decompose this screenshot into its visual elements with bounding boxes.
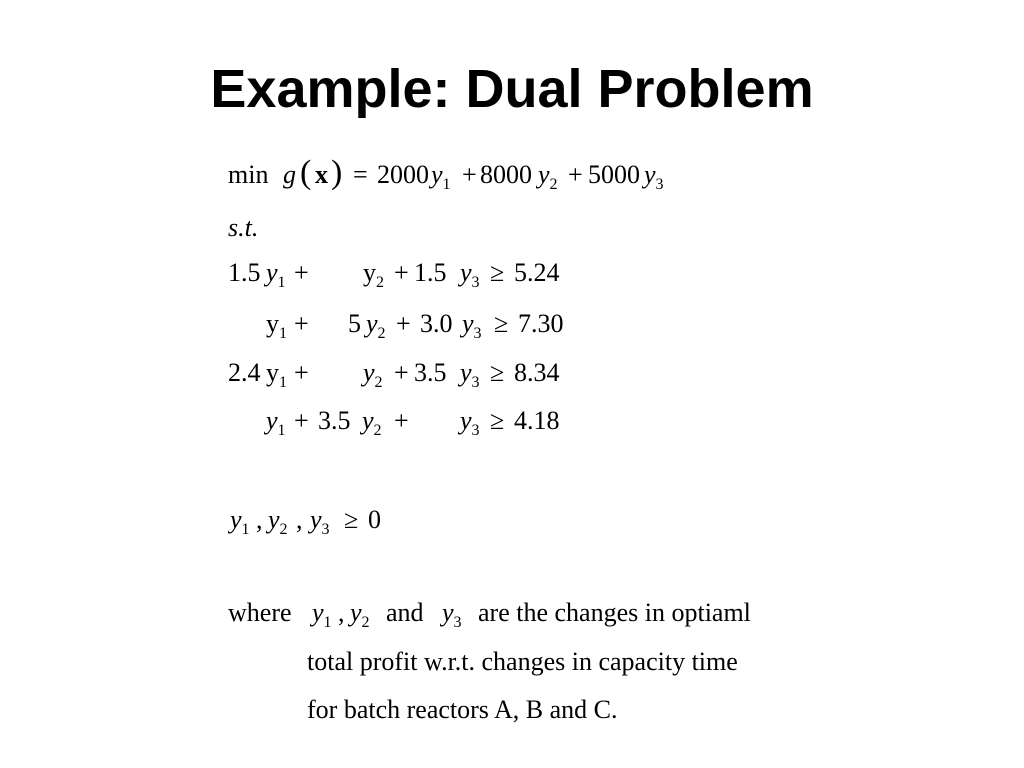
coef-b: 3.5: [318, 406, 351, 435]
var-y2: $y_2$: [363, 258, 384, 291]
coefficient-1: 2000: [377, 160, 429, 189]
variable-y3: $y_3$: [644, 160, 664, 193]
geq-sign: ≥: [344, 505, 359, 534]
comma: ,: [256, 505, 263, 534]
where-word: where: [228, 598, 292, 627]
var-y3: $y_3$: [460, 358, 480, 391]
note-line-2: total profit w.r.t. changes in capacity time: [307, 647, 738, 676]
slide-title: Example: Dual Problem: [210, 59, 814, 119]
plus-sign: +: [294, 258, 309, 287]
geq-sign: ≥: [494, 309, 509, 338]
plus-sign: +: [394, 358, 409, 387]
rhs: 4.18: [514, 406, 560, 435]
note-rest: are the changes in optiaml: [478, 598, 751, 627]
var-y3: $y_3$: [462, 309, 482, 342]
var-y1: $y_1$: [230, 505, 250, 538]
comma: ,: [296, 505, 303, 534]
var-y2: $y_2$: [268, 505, 288, 538]
coef-b: 5: [348, 309, 361, 338]
coef-c: 1.5: [414, 258, 447, 287]
subject-to-label: s.t.: [228, 213, 259, 242]
var-y2: $y_2$: [362, 406, 382, 439]
var-y3: $y_3$: [442, 598, 462, 631]
close-paren: ): [331, 154, 343, 191]
plus-sign: +: [294, 406, 309, 435]
var-y1: $y_1$: [266, 358, 287, 391]
var-y3: $y_3$: [310, 505, 330, 538]
coef-c: 3.5: [414, 358, 447, 387]
and-word: and: [386, 598, 424, 627]
function-name: g: [283, 160, 296, 189]
rhs: 7.30: [518, 309, 564, 338]
coefficient-2: 8000: [480, 160, 532, 189]
function-argument: x: [315, 160, 328, 189]
var-y1: $y_1$: [266, 258, 286, 291]
plus-sign: +: [294, 309, 309, 338]
var-y2: $y_2$: [366, 309, 386, 342]
rhs: 8.34: [514, 358, 560, 387]
coef-a: 2.4: [228, 358, 261, 387]
plus-sign: +: [568, 160, 583, 189]
plus-sign: +: [294, 358, 309, 387]
var-y2: $y_2$: [350, 598, 370, 631]
note-line-3: for batch reactors A, B and C.: [307, 695, 618, 724]
geq-sign: ≥: [490, 258, 505, 287]
var-y1: $y_1$: [266, 309, 287, 342]
equals-sign: =: [353, 160, 368, 189]
var-y3: $y_3$: [460, 406, 480, 439]
coef-a: 1.5: [228, 258, 261, 287]
var-y3: $y_3$: [460, 258, 480, 291]
plus-sign: +: [396, 309, 411, 338]
coefficient-3: 5000: [588, 160, 640, 189]
comma: ,: [338, 598, 345, 627]
rhs: 5.24: [514, 258, 560, 287]
var-y2: $y_2$: [363, 358, 383, 391]
var-y1: $y_1$: [312, 598, 332, 631]
plus-sign: +: [394, 258, 409, 287]
variable-y2: $y_2$: [538, 160, 558, 193]
variable-y1: $y_1$: [431, 160, 451, 193]
var-y1: $y_1$: [266, 406, 286, 439]
geq-sign: ≥: [490, 406, 505, 435]
rhs: 0: [368, 505, 381, 534]
min-operator: min: [228, 160, 269, 189]
geq-sign: ≥: [490, 358, 505, 387]
coef-c: 3.0: [420, 309, 453, 338]
plus-sign: +: [462, 160, 477, 189]
open-paren: (: [300, 154, 312, 191]
plus-sign: +: [394, 406, 409, 435]
